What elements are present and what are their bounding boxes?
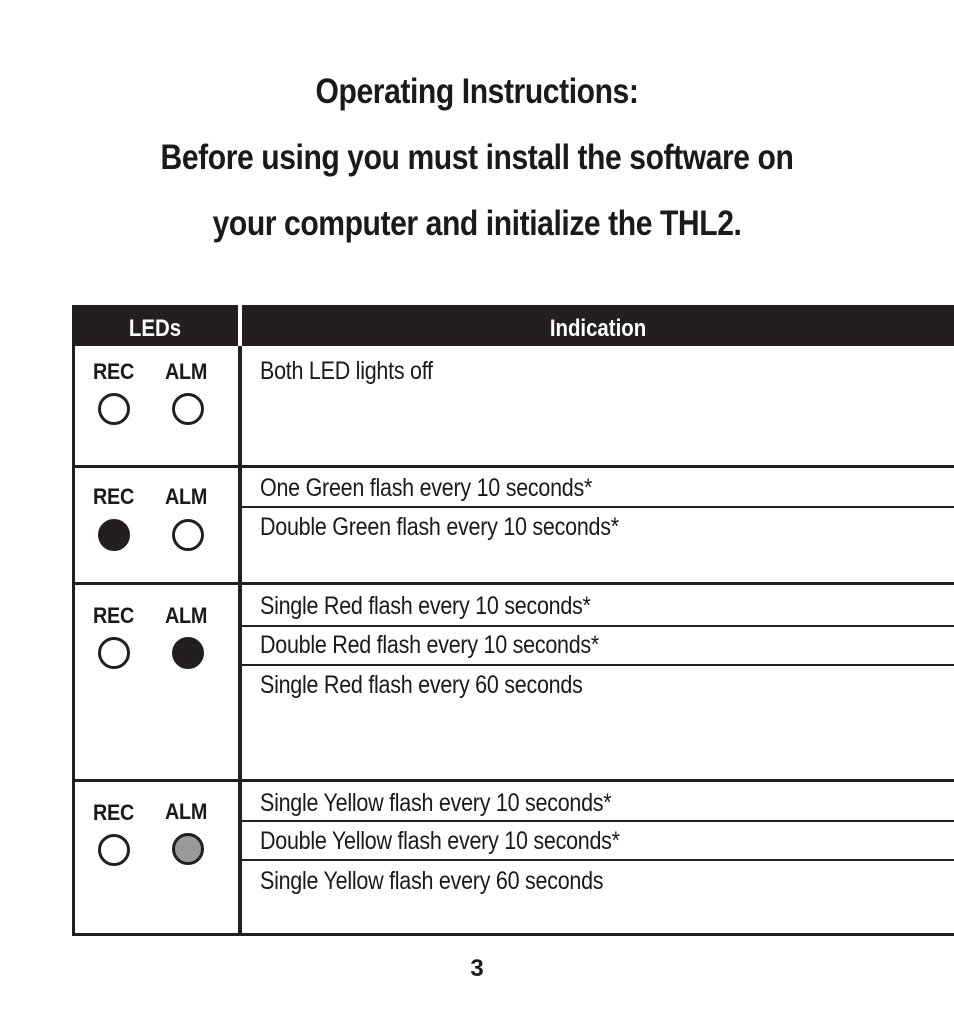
- indication-text: Single Yellow flash every 60 seconds: [260, 867, 604, 895]
- rec-label: REC: [93, 800, 135, 825]
- title-operating-instructions: Operating Instructions:: [315, 72, 639, 111]
- header-divider: [238, 305, 242, 346]
- alm-led-off-icon: [172, 393, 204, 425]
- page-number: 3: [470, 955, 484, 982]
- indication-text: Double Red flash every 10 seconds*: [260, 631, 600, 659]
- table-left-border: [72, 346, 75, 936]
- indication-divider: [242, 625, 954, 627]
- header-indication: Indication: [549, 315, 647, 342]
- alm-label: ALM: [165, 359, 208, 384]
- alm-led-on-icon: [172, 637, 204, 669]
- row-divider: [72, 779, 954, 782]
- row-divider: [72, 465, 954, 468]
- indication-text: Single Red flash every 10 seconds*: [260, 592, 591, 620]
- indication-text: Double Green flash every 10 seconds*: [260, 513, 619, 541]
- alm-label: ALM: [165, 603, 208, 628]
- rec-label: REC: [93, 484, 135, 509]
- column-divider: [238, 346, 242, 936]
- indication-text: Single Red flash every 60 seconds: [260, 671, 583, 699]
- table-header: [72, 305, 954, 346]
- alm-led-grey-icon: [172, 833, 204, 865]
- indication-text: Single Yellow flash every 10 seconds*: [260, 789, 612, 817]
- row-divider: [72, 582, 954, 585]
- instruction-line-1: Before using you must install the software on: [160, 138, 794, 177]
- header-leds: LEDs: [128, 315, 182, 342]
- alm-led-off-icon: [172, 519, 204, 551]
- instruction-line-2: your computer and initialize the THL2.: [212, 204, 742, 243]
- alm-label: ALM: [165, 799, 208, 824]
- rec-led-off-icon: [98, 834, 130, 866]
- alm-label: ALM: [165, 484, 208, 509]
- rec-led-off-icon: [98, 393, 130, 425]
- rec-label: REC: [93, 603, 135, 628]
- table-bottom-border: [72, 933, 954, 936]
- indication-divider: [242, 859, 954, 861]
- indication-text: Both LED lights off: [260, 357, 433, 385]
- indication-text: One Green flash every 10 seconds*: [260, 474, 593, 502]
- indication-text: Double Yellow flash every 10 seconds*: [260, 827, 620, 855]
- rec-led-off-icon: [98, 637, 130, 669]
- indication-divider: [242, 506, 954, 508]
- led-indication-table: [72, 305, 954, 936]
- rec-label: REC: [93, 359, 135, 384]
- indication-divider: [242, 664, 954, 666]
- indication-divider: [242, 820, 954, 822]
- rec-led-on-icon: [98, 519, 130, 551]
